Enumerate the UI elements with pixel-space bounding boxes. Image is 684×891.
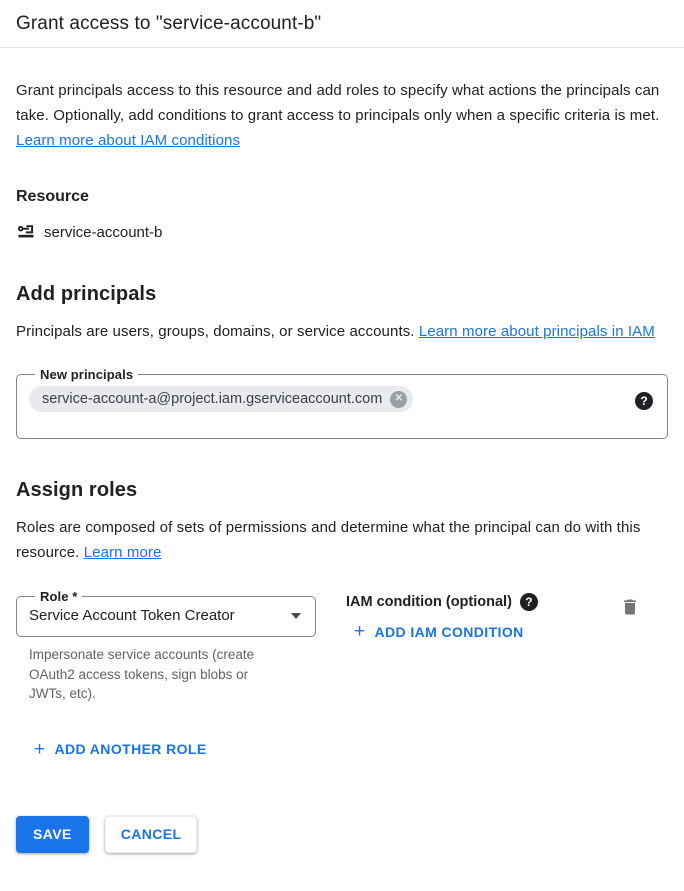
dialog-actions — [16, 816, 668, 853]
resource-row — [16, 221, 668, 243]
roles-desc-text: Roles are composed of sets of permissions and determine what the principal can do with this resource. — [16, 519, 641, 561]
plus-icon: + — [34, 738, 46, 760]
add-iam-condition-label: ADD IAM CONDITION — [374, 623, 524, 640]
chip-remove-icon[interactable]: ✕ — [390, 391, 407, 408]
add-another-role-label: ADD ANOTHER ROLE — [54, 741, 207, 757]
service-account-icon — [16, 222, 36, 242]
assign-roles-description — [16, 515, 668, 565]
role-select[interactable] — [16, 589, 316, 637]
iam-conditions-link[interactable]: Learn more about IAM conditions — [16, 132, 241, 149]
dropdown-arrow-icon — [291, 613, 301, 619]
dialog-header — [0, 0, 684, 48]
principals-learn-more-link[interactable]: Learn more about principals in IAM — [418, 323, 655, 340]
principals-help-icon[interactable]: ? — [635, 392, 653, 410]
role-help-text: Impersonate service accounts (create OAuth2 access tokens, sign blobs or JWTs, etc). — [29, 647, 255, 701]
iam-condition-column — [346, 589, 620, 642]
new-principals-label: New principals — [40, 367, 134, 382]
role-selected-value: Service Account Token Creator — [29, 607, 235, 624]
save-button[interactable]: SAVE — [16, 816, 89, 853]
intro-paragraph — [16, 78, 668, 153]
resource-name: service-account-b — [44, 223, 163, 241]
assign-roles-heading: Assign roles — [16, 479, 138, 501]
plus-icon: + — [354, 621, 366, 642]
role-value-row — [29, 607, 305, 624]
resource-heading: Resource — [16, 188, 89, 205]
iam-condition-help-icon[interactable]: ? — [520, 593, 538, 611]
principal-chip-value: service-account-a@project.iam.gserviceaccount.com — [42, 391, 383, 407]
trash-icon — [620, 597, 640, 617]
roles-learn-more-link[interactable]: Learn more — [83, 544, 162, 561]
role-column — [16, 589, 316, 704]
add-another-role-button[interactable] — [34, 740, 207, 759]
delete-role-button[interactable] — [620, 597, 640, 617]
iam-condition-label-row — [346, 593, 620, 611]
intro-text: Grant principals access to this resource and add roles to specify what actions the principals can take. Optionally, add conditions to grant access to principals only when a specific criteria is met. — [16, 82, 660, 124]
iam-condition-label: IAM condition (optional) — [346, 594, 512, 610]
principals-desc-text: Principals are users, groups, domains, or service accounts. — [16, 323, 415, 340]
cancel-button[interactable]: CANCEL — [105, 816, 198, 853]
role-select-label: Role * — [40, 589, 78, 604]
role-row — [16, 589, 668, 704]
dialog-content — [0, 78, 684, 853]
add-principals-description — [16, 319, 668, 344]
principal-chip — [29, 386, 413, 412]
add-iam-condition-button[interactable] — [354, 622, 524, 641]
dialog-title: Grant access to "service-account-b" — [16, 13, 322, 34]
add-principals-heading: Add principals — [16, 283, 157, 305]
new-principals-field[interactable] — [16, 367, 668, 439]
